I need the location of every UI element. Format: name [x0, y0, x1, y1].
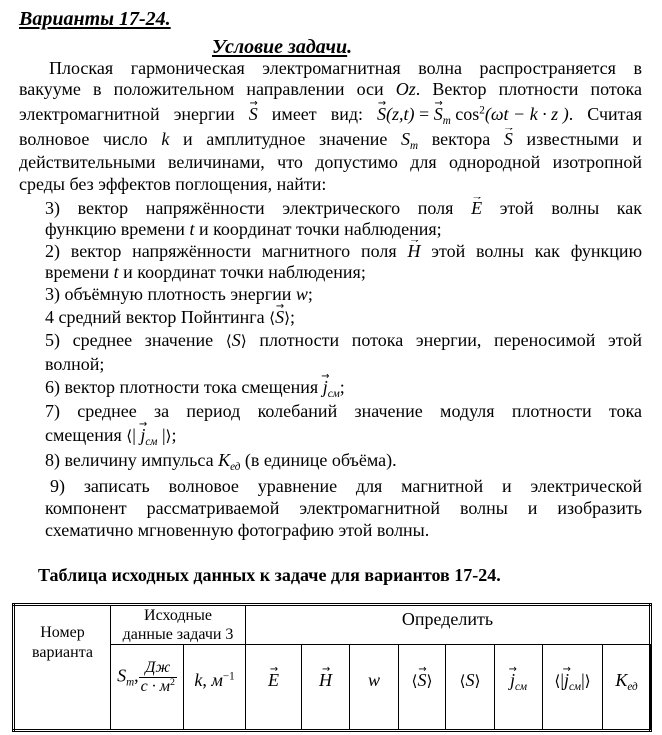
item-text: ;	[171, 425, 177, 445]
subscript-sm: см	[514, 680, 528, 693]
intro-line-6: среды без эффектов поглощения, найти:	[19, 174, 327, 194]
right-angle-bracket: ⟩	[284, 310, 291, 327]
intro-line-1: Плоская гармоническая электромагнитная волна распространяется в	[49, 58, 642, 78]
left-angle-bracket: ⟨	[554, 673, 561, 690]
variant-number-header	[14, 605, 111, 731]
symbol-t: t	[189, 219, 195, 239]
avg-abs-displacement-current	[126, 426, 171, 448]
subscript-m: m	[442, 114, 451, 127]
symbol-k: k	[194, 670, 203, 690]
item-text: 2) вектор напряжённости магнитного поля	[45, 241, 397, 261]
avg-poynting-vector	[269, 308, 290, 326]
item-text: ;	[290, 307, 296, 327]
formula-equals: =	[414, 104, 434, 124]
item-text: 3) объёмную плотность энергии	[45, 284, 292, 304]
subscript-sm: см	[568, 680, 582, 693]
task-item-3	[45, 283, 642, 305]
condition-title-period: .	[347, 36, 353, 58]
col-e-vector	[246, 645, 302, 731]
item-text: 3) вектор напряжённости электрического поля	[45, 198, 454, 218]
col-sm-units	[111, 645, 184, 731]
intro-text: вектора	[431, 129, 491, 149]
item-text: 4 средний вектор Пойнтинга	[45, 307, 265, 327]
input-data-table	[12, 603, 652, 732]
symbol-s: S	[465, 670, 475, 690]
subscript-sm: см	[327, 387, 340, 400]
intro-text: имеет вид:	[271, 104, 363, 124]
item-text: (в единице объёма).	[244, 450, 397, 470]
left-angle-bracket: ⟨	[126, 428, 133, 445]
vector-s: → S	[275, 308, 284, 326]
poynting-formula	[377, 105, 569, 127]
determine-header: Определить	[246, 605, 651, 645]
right-angle-bracket: ⟩	[584, 673, 591, 690]
unit-denominator-text: с · м	[140, 678, 170, 695]
right-angle-bracket: ⟩	[474, 673, 481, 690]
task-item-9-line-3: схематично мгновенную фотографию этой волны.	[45, 520, 430, 540]
task-item-9-line-1: 9) записать волновое уравнение для магнитной и электрической	[50, 476, 642, 496]
header-text: данные задачи 3	[122, 626, 234, 643]
intro-line-4	[19, 128, 642, 150]
task-item-8	[45, 449, 642, 471]
col-j-sm	[495, 645, 543, 731]
task-item-9-line-2: компонент рассматриваемой электромагнитной волны и изобразить	[45, 498, 642, 518]
task-item-5-line-2: волной;	[45, 354, 105, 374]
vector-e: → E	[268, 671, 279, 689]
symbol-w: w	[368, 670, 381, 690]
input-data-header	[111, 605, 246, 645]
intro-text: вакууме в положительном направлении оси	[19, 79, 384, 99]
vector-s: → S	[249, 105, 258, 123]
subscript-m: m	[126, 676, 135, 689]
col-avg-s-vector	[399, 645, 446, 731]
intro-line-5: действительными величинами, что допустимо для однородной изотропной	[19, 152, 642, 172]
symbol-t: t	[113, 262, 119, 282]
task-item-7-line-2	[45, 424, 642, 446]
intro-line-3	[19, 101, 642, 127]
vector-s: → S	[504, 130, 513, 148]
task-item-5-line-1	[45, 329, 642, 351]
item-text: ;	[307, 284, 313, 304]
formula-power: 2	[479, 104, 485, 117]
separator: ,	[134, 665, 139, 686]
task-item-4	[45, 306, 642, 328]
header-text: Исходные	[144, 607, 212, 624]
right-angle-bracket: ⟩	[240, 333, 247, 350]
vector-s: → S	[377, 105, 386, 123]
vector-h: → H	[407, 242, 420, 260]
item-text: ;	[339, 377, 345, 397]
displacement-current-vector	[323, 378, 340, 400]
intro-text: . Считая	[568, 104, 642, 124]
symbol-k: K	[218, 450, 231, 470]
item-text: этой волны как	[499, 198, 642, 218]
right-angle-bracket: ⟩	[426, 673, 433, 690]
formula-args: (z,t)	[386, 104, 415, 124]
avg-s	[226, 331, 247, 349]
left-angle-bracket: ⟨	[269, 310, 276, 327]
col-avg-abs-j-sm	[543, 645, 603, 731]
axis-oz: Oz	[395, 79, 416, 99]
col-h-vector	[302, 645, 350, 731]
task-item-2-line-2	[45, 261, 642, 283]
item-text: этой волны как функцию	[431, 241, 642, 261]
left-angle-bracket: ⟨	[225, 333, 232, 350]
vector-s: → S	[418, 671, 427, 689]
unit-fraction	[139, 659, 177, 696]
subscript-ed: ед	[627, 680, 638, 693]
subscript-sm: см	[145, 435, 158, 448]
formula-cos: cos	[450, 104, 480, 124]
left-angle-bracket: ⟨	[459, 673, 466, 690]
task-item-1-line-2	[45, 218, 642, 240]
task-item-2-line-1	[45, 240, 642, 262]
amplitude-sm	[401, 130, 418, 150]
symbol-s: S	[117, 665, 127, 686]
header-text: варианта	[32, 644, 93, 661]
unit-power: 2	[169, 677, 175, 689]
abs-bar: |	[161, 425, 166, 445]
intro-text: и амплитудное значение	[182, 129, 388, 149]
formula-argument: (ωt − k · z )	[484, 104, 569, 124]
table-header-row-1	[14, 605, 651, 645]
header-text: Номер	[40, 624, 85, 641]
vector-e: → E	[471, 199, 482, 217]
condition-title-text: Условие задачи	[212, 36, 348, 58]
item-text: плотности потока энергии, переносимой этой	[259, 330, 642, 350]
abs-bar: |	[560, 670, 564, 690]
unit-power: −1	[222, 670, 235, 683]
abs-bar: |	[132, 425, 136, 445]
left-angle-bracket: ⟨	[411, 673, 418, 690]
vector-j: → j	[140, 426, 145, 444]
item-text: смещения	[45, 425, 122, 445]
item-text: функцию времени	[45, 219, 185, 239]
momentum-density	[218, 451, 240, 473]
variants-title: Варианты 17-24.	[19, 8, 171, 30]
intro-line-2	[19, 78, 642, 100]
separator: ,	[202, 670, 212, 690]
task-item-7-line-1: 7) среднее за период колебаний значение модуля плотности тока	[45, 401, 642, 421]
unit-m: м	[211, 670, 223, 690]
unit-denominator	[139, 678, 177, 696]
right-angle-bracket: ⟩	[165, 428, 172, 445]
subscript-ed: ед	[230, 460, 241, 473]
task-item-1-line-1	[45, 197, 642, 219]
vector-j: → j	[323, 378, 328, 396]
item-text: и координат точки наблюдения;	[123, 262, 366, 282]
vector-h: → H	[319, 671, 332, 689]
col-avg-s	[446, 645, 495, 731]
symbol-k: K	[615, 670, 628, 690]
vector-s-amplitude: → S	[434, 105, 443, 123]
intro-text: волновое число	[19, 129, 148, 149]
intro-text: . Вектор плотности потока	[415, 79, 642, 99]
col-k-ed	[603, 645, 651, 731]
item-text: и координат точки наблюдения;	[198, 219, 442, 239]
item-text: 6) вектор плотности тока смещения	[45, 377, 319, 397]
col-w	[350, 645, 399, 731]
symbol-s: S	[231, 330, 241, 350]
symbol-s: S	[401, 129, 410, 149]
table-caption: Таблица исходных данных к задаче для вариантов 17-24.	[38, 565, 501, 585]
vector-j: → j	[510, 671, 515, 689]
wave-number-k: k	[161, 129, 170, 149]
intro-text: известными и	[526, 129, 642, 149]
abs-bar: |	[581, 670, 585, 690]
item-text: времени	[45, 262, 110, 282]
task-item-6	[45, 376, 642, 398]
item-text: 8) величину импульса	[45, 450, 214, 470]
unit-numerator: Дж	[139, 659, 177, 678]
item-text: 5) среднее значение	[45, 330, 214, 350]
intro-text: электромагнитной энергии	[19, 104, 235, 124]
col-k-units	[184, 645, 246, 731]
symbol-w: w	[295, 284, 308, 304]
subscript-m: m	[410, 139, 419, 150]
vector-j: → j	[564, 671, 569, 689]
